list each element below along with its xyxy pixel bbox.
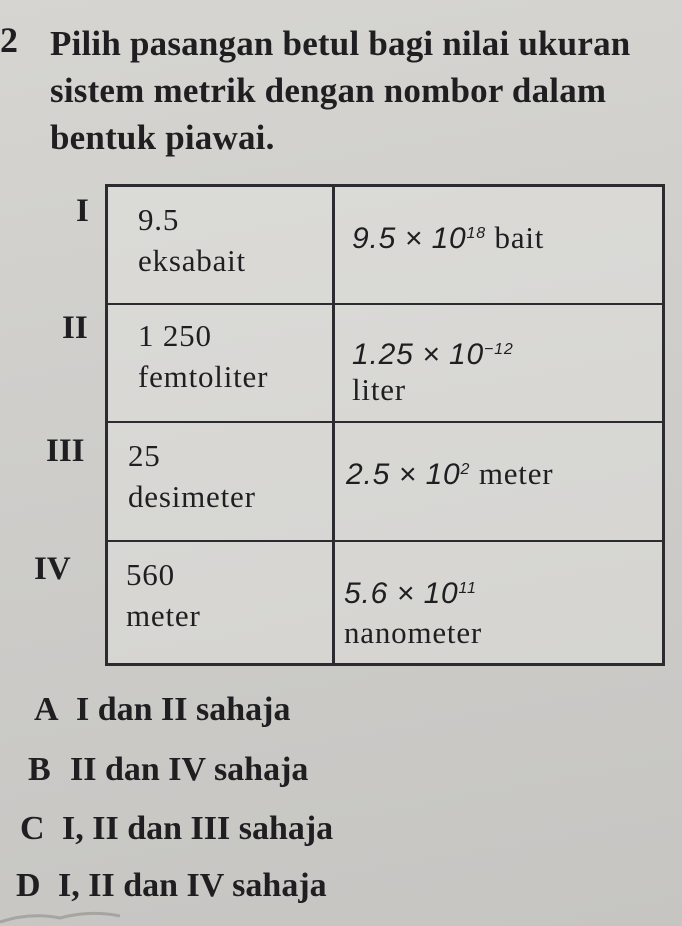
power-base: 10: [431, 222, 467, 255]
measure-cell: [138, 199, 246, 281]
standard-form-unit: bait: [494, 220, 545, 255]
option-text: I dan II sahaja: [76, 691, 291, 728]
times-sign: ×: [398, 458, 417, 491]
mantissa: 1.25: [352, 338, 414, 371]
option-c[interactable]: [20, 812, 333, 846]
times-sign: ×: [422, 338, 441, 371]
option-text: II dan IV sahaja: [70, 751, 309, 788]
option-text: I, II dan III sahaja: [62, 810, 334, 847]
times-sign: ×: [396, 577, 415, 610]
option-letter: A: [34, 691, 59, 728]
measure-unit: femtoliter: [138, 359, 269, 394]
conversion-table: [105, 184, 665, 666]
cut-off-text-fragment: [0, 900, 682, 926]
question-text: Pilih pasangan betul bagi nilai ukuran sistem metrik dengan nombor dalam bentuk piawai.: [50, 24, 631, 157]
mantissa: 5.6: [344, 577, 389, 610]
option-letter: D: [16, 867, 41, 904]
standard-form-unit: meter: [478, 456, 554, 491]
mantissa: 9.5: [352, 222, 397, 255]
standard-form-unit: nanometer: [344, 615, 483, 650]
option-d[interactable]: [16, 869, 327, 903]
standard-form-cell: [344, 572, 482, 653]
measure-unit: meter: [126, 598, 201, 633]
power-base: 10: [449, 338, 485, 371]
row-label-ii: II: [62, 310, 88, 346]
measure-value: 9.5: [138, 202, 180, 237]
row-label-iii: III: [46, 433, 85, 469]
option-letter: B: [28, 751, 51, 788]
measure-value: 560: [126, 557, 175, 592]
option-a[interactable]: [34, 693, 290, 727]
exponent: 18: [466, 225, 486, 242]
measure-unit: eksabait: [138, 243, 246, 278]
option-letter: C: [20, 810, 45, 847]
row-divider: [108, 303, 662, 305]
measure-value: 25: [128, 438, 161, 473]
exponent: 11: [458, 580, 477, 597]
measure-value: 1 250: [138, 318, 212, 353]
row-label-i: I: [76, 193, 89, 229]
measure-cell: [138, 315, 268, 397]
row-label-iv: IV: [34, 551, 71, 587]
measure-unit: desimeter: [128, 479, 256, 514]
exponent: 2: [460, 461, 471, 478]
standard-form-cell: [346, 453, 553, 495]
column-divider: [332, 187, 335, 663]
standard-form-cell: [352, 217, 544, 259]
row-divider: [108, 540, 662, 542]
option-text: I, II dan IV sahaja: [58, 867, 327, 904]
measure-cell: [126, 554, 201, 636]
mantissa: 2.5: [346, 458, 391, 491]
power-base: 10: [425, 458, 461, 491]
exponent: −12: [484, 341, 514, 358]
measure-cell: [128, 435, 256, 517]
standard-form-unit: liter: [352, 372, 406, 407]
standard-form-cell: [352, 333, 514, 410]
power-base: 10: [423, 577, 459, 610]
option-b[interactable]: [28, 753, 308, 787]
row-divider: [108, 421, 662, 423]
times-sign: ×: [404, 222, 423, 255]
question-number: 2: [0, 20, 18, 60]
